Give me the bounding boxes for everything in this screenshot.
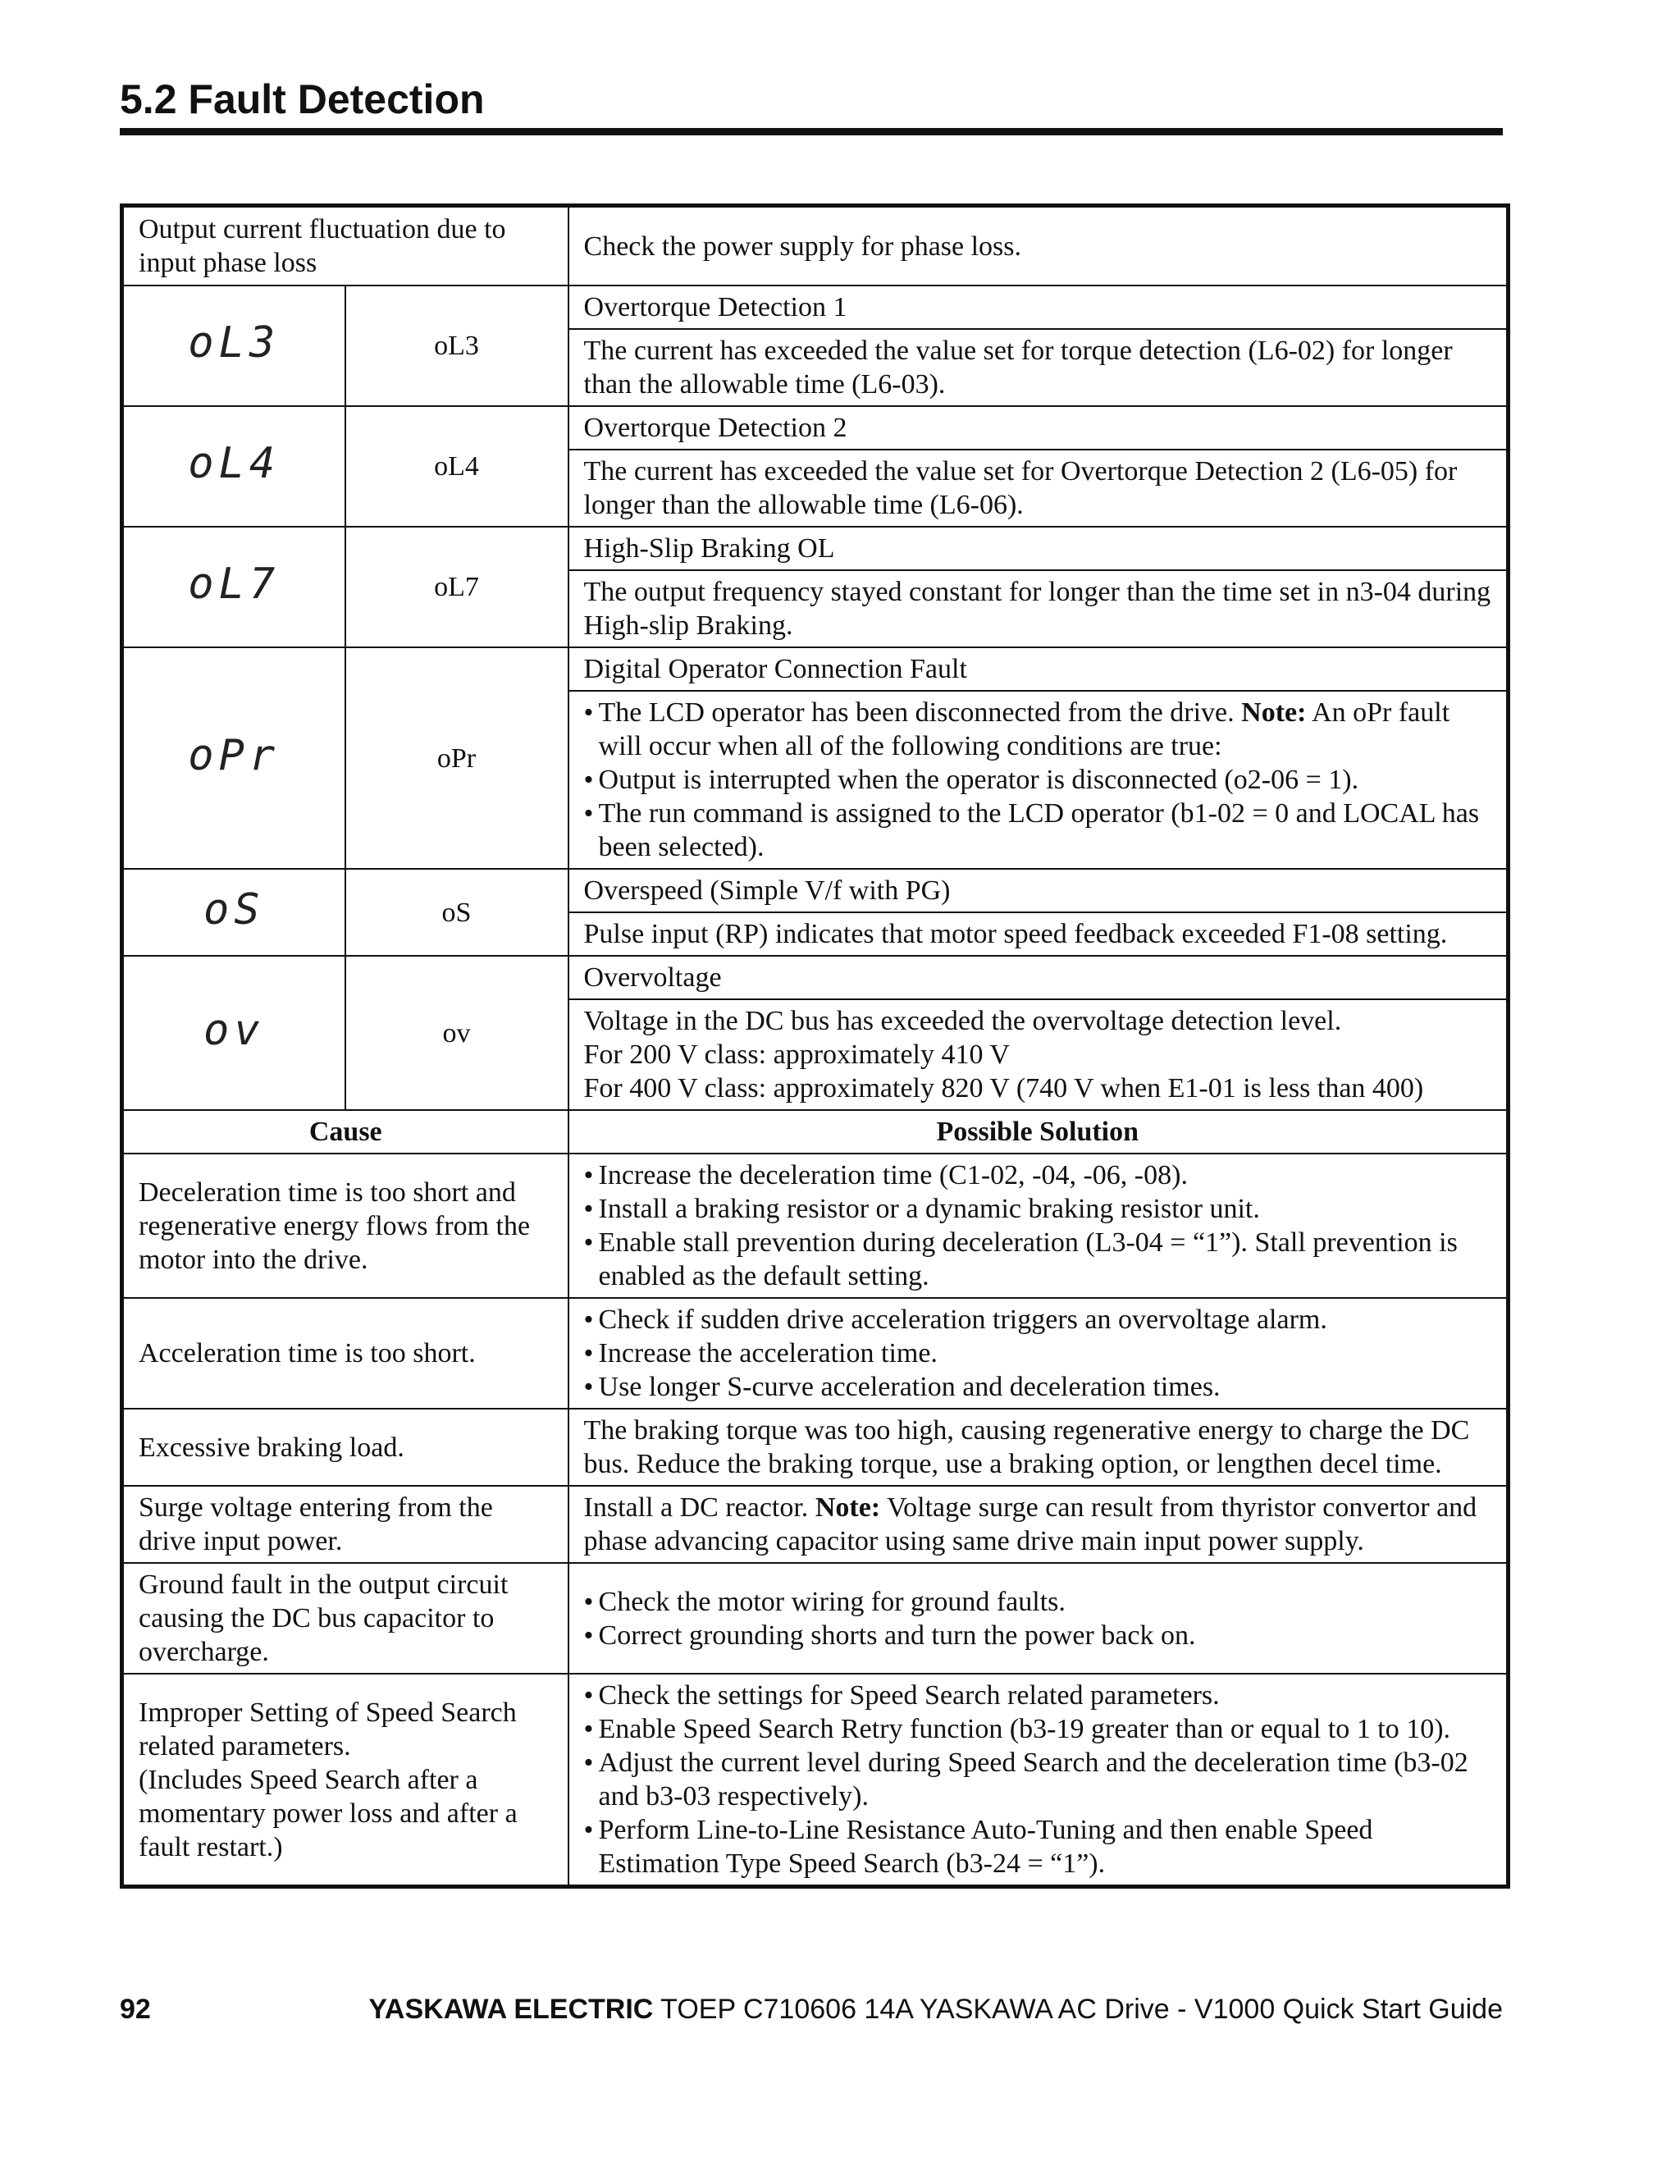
bullet-item: • Enable Speed Search Retry function (b3-19 greater than or equal to 1 to 10). — [584, 1712, 1492, 1746]
fault-display-code: ov — [203, 1005, 265, 1055]
fault-title: Digital Operator Connection Fault — [568, 647, 1509, 691]
footer-brand: YASKAWA ELECTRIC — [368, 1994, 654, 2025]
section-title: 5.2 Fault Detection — [120, 76, 485, 122]
fault-title: Overspeed (Simple V/f with PG) — [568, 869, 1509, 912]
bullet-item: • Correct grounding shorts and turn the power back on. — [584, 1619, 1492, 1652]
fault-display-code: oL7 — [188, 560, 281, 609]
solution-header: Possible Solution — [568, 1110, 1509, 1154]
fault-title-row — [122, 527, 1509, 570]
bullet-list — [584, 1585, 1492, 1652]
fault-name: oL7 — [345, 527, 568, 647]
table-row — [122, 1563, 1509, 1674]
bullet-text: An oPr fault will occur when all of the following conditions are true: — [598, 697, 1450, 761]
fault-name: oL3 — [345, 286, 568, 406]
bullet-item: • Check if sudden drive acceleration triggers an overvoltage alarm. — [584, 1303, 1492, 1336]
cause-cell: Excessive braking load. — [122, 1409, 568, 1486]
fault-name: ov — [345, 956, 568, 1110]
fault-description: The current has exceeded the value set for Overtorque Detection 2 (L6-05) for longer than the allowable time (L6-06). — [568, 450, 1509, 527]
fault-display-code: oS — [203, 884, 265, 934]
solution-cell — [568, 1674, 1509, 1887]
bullet-item: • Perform Line-to-Line Resistance Auto-Tuning and then enable Speed Estimation Type Speed Search (b3-24 = “1”). — [584, 1813, 1492, 1880]
bullet-item — [584, 696, 1492, 763]
bullet-list — [584, 1679, 1492, 1880]
footer-doc-title: TOEP C710606 14A YASKAWA AC Drive - V1000 Quick Start Guide — [653, 1994, 1503, 2025]
table-row — [122, 1486, 1509, 1563]
cause-line: (Includes Speed Search after a momentary power loss and after a fault restart.) — [139, 1764, 518, 1862]
cause-line: Improper Setting of Speed Search related parameters. — [139, 1697, 517, 1761]
bullet-item: • Increase the deceleration time (C1-02, -04, -06, -08). — [584, 1158, 1492, 1192]
bullet-list — [584, 696, 1492, 864]
solution-cell: The braking torque was too high, causing regenerative energy to charge the DC bus. Reduce the braking torque, use a braking option, or lengthen decel time. — [568, 1409, 1509, 1486]
bullet-item: • Enable stall prevention during deceleration (L3-04 = “1”). Stall prevention is enabled as the default setting. — [584, 1226, 1492, 1293]
table-row — [122, 1409, 1509, 1486]
fault-title: Overtorque Detection 2 — [568, 406, 1509, 450]
fault-title: Overvoltage — [568, 956, 1509, 999]
digital-display-cell — [122, 527, 345, 647]
fault-display-code: oPr — [188, 730, 281, 780]
column-header-row — [122, 1110, 1509, 1154]
digital-display-cell — [122, 286, 345, 406]
digital-display-cell — [122, 869, 345, 956]
fault-title-row — [122, 406, 1509, 450]
solution-cell — [568, 1154, 1509, 1298]
fault-description: The output frequency stayed constant for longer than the time set in n3-04 during High-slip Braking. — [568, 570, 1509, 647]
digital-display-cell — [122, 406, 345, 527]
bullet-list — [584, 1303, 1492, 1404]
digital-display-cell — [122, 956, 345, 1110]
fault-title: High-Slip Braking OL — [568, 527, 1509, 570]
solution-text: Install a DC reactor. — [583, 1492, 815, 1523]
table-row — [122, 1154, 1509, 1298]
fault-description — [568, 999, 1509, 1110]
fault-display-code: oL3 — [188, 318, 281, 368]
table-row — [122, 1298, 1509, 1409]
fault-title-row — [122, 869, 1509, 912]
bullet-item: • Use longer S-curve acceleration and deceleration times. — [584, 1370, 1492, 1404]
bullet-text: The LCD operator has been disconnected from the drive. — [598, 697, 1242, 728]
bullet-item: • Output is interrupted when the operator is disconnected (o2-06 = 1). — [584, 763, 1492, 797]
fault-title-row — [122, 286, 1509, 329]
table-row — [122, 206, 1509, 286]
bullet-list — [584, 1158, 1492, 1293]
cause-cell: Ground fault in the output circuit causing the DC bus capacitor to overcharge. — [122, 1563, 568, 1674]
solution-cell — [568, 1486, 1509, 1563]
description-line: For 200 V class: approximately 410 V — [583, 1039, 1010, 1070]
bullet-item: • Check the motor wiring for ground faults. — [584, 1585, 1492, 1619]
fault-name: oS — [345, 869, 568, 956]
fault-description: The current has exceeded the value set for torque detection (L6-02) for longer than the allowable time (L6-03). — [568, 329, 1509, 406]
fault-table — [120, 203, 1510, 1889]
bullet-item: • Install a braking resistor or a dynamic braking resistor unit. — [584, 1192, 1492, 1226]
cause-cell: Surge voltage entering from the drive input power. — [122, 1486, 568, 1563]
cause-cell: Deceleration time is too short and regenerative energy flows from the motor into the drive. — [122, 1154, 568, 1298]
note-label: Note: — [815, 1492, 881, 1523]
bullet-item: • Increase the acceleration time. — [584, 1336, 1492, 1370]
note-label: Note: — [1241, 697, 1307, 728]
digital-display-cell — [122, 647, 345, 869]
fault-title: Overtorque Detection 1 — [568, 286, 1509, 329]
fault-title-row — [122, 956, 1509, 999]
solution-text: Voltage surge can result from thyristor convertor and phase advancing capacitor using same drive main input power supply. — [583, 1492, 1477, 1556]
cause-header: Cause — [122, 1110, 568, 1154]
fault-name: oPr — [345, 647, 568, 869]
solution-cell — [568, 1563, 1509, 1674]
fault-name: oL4 — [345, 406, 568, 527]
fault-title-row — [122, 647, 1509, 691]
table-row — [122, 1674, 1509, 1887]
description-line: For 400 V class: approximately 820 V (740 V when E1-01 is less than 400) — [583, 1073, 1424, 1103]
description-line: Voltage in the DC bus has exceeded the overvoltage detection level. — [583, 1006, 1342, 1036]
bullet-item: • The run command is assigned to the LCD operator (b1-02 = 0 and LOCAL has been selected). — [584, 797, 1492, 864]
fault-description — [568, 691, 1509, 869]
fault-description: Pulse input (RP) indicates that motor speed feedback exceeded F1-08 setting. — [568, 912, 1509, 956]
cause-cell — [122, 1674, 568, 1887]
title-rule — [120, 128, 1503, 135]
fault-display-code: oL4 — [188, 439, 281, 488]
bullet-item: • Adjust the current level during Speed Search and the deceleration time (b3-02 and b3-03 respectively). — [584, 1746, 1492, 1813]
cause-cell: Acceleration time is too short. — [122, 1298, 568, 1409]
footer-doc-info — [368, 1994, 1503, 2026]
page-number: 92 — [120, 1994, 151, 2025]
cause-cell: Output current fluctuation due to input phase loss — [122, 206, 568, 286]
solution-cell: Check the power supply for phase loss. — [568, 206, 1509, 286]
solution-cell — [568, 1298, 1509, 1409]
bullet-item: • Check the settings for Speed Search related parameters. — [584, 1679, 1492, 1712]
